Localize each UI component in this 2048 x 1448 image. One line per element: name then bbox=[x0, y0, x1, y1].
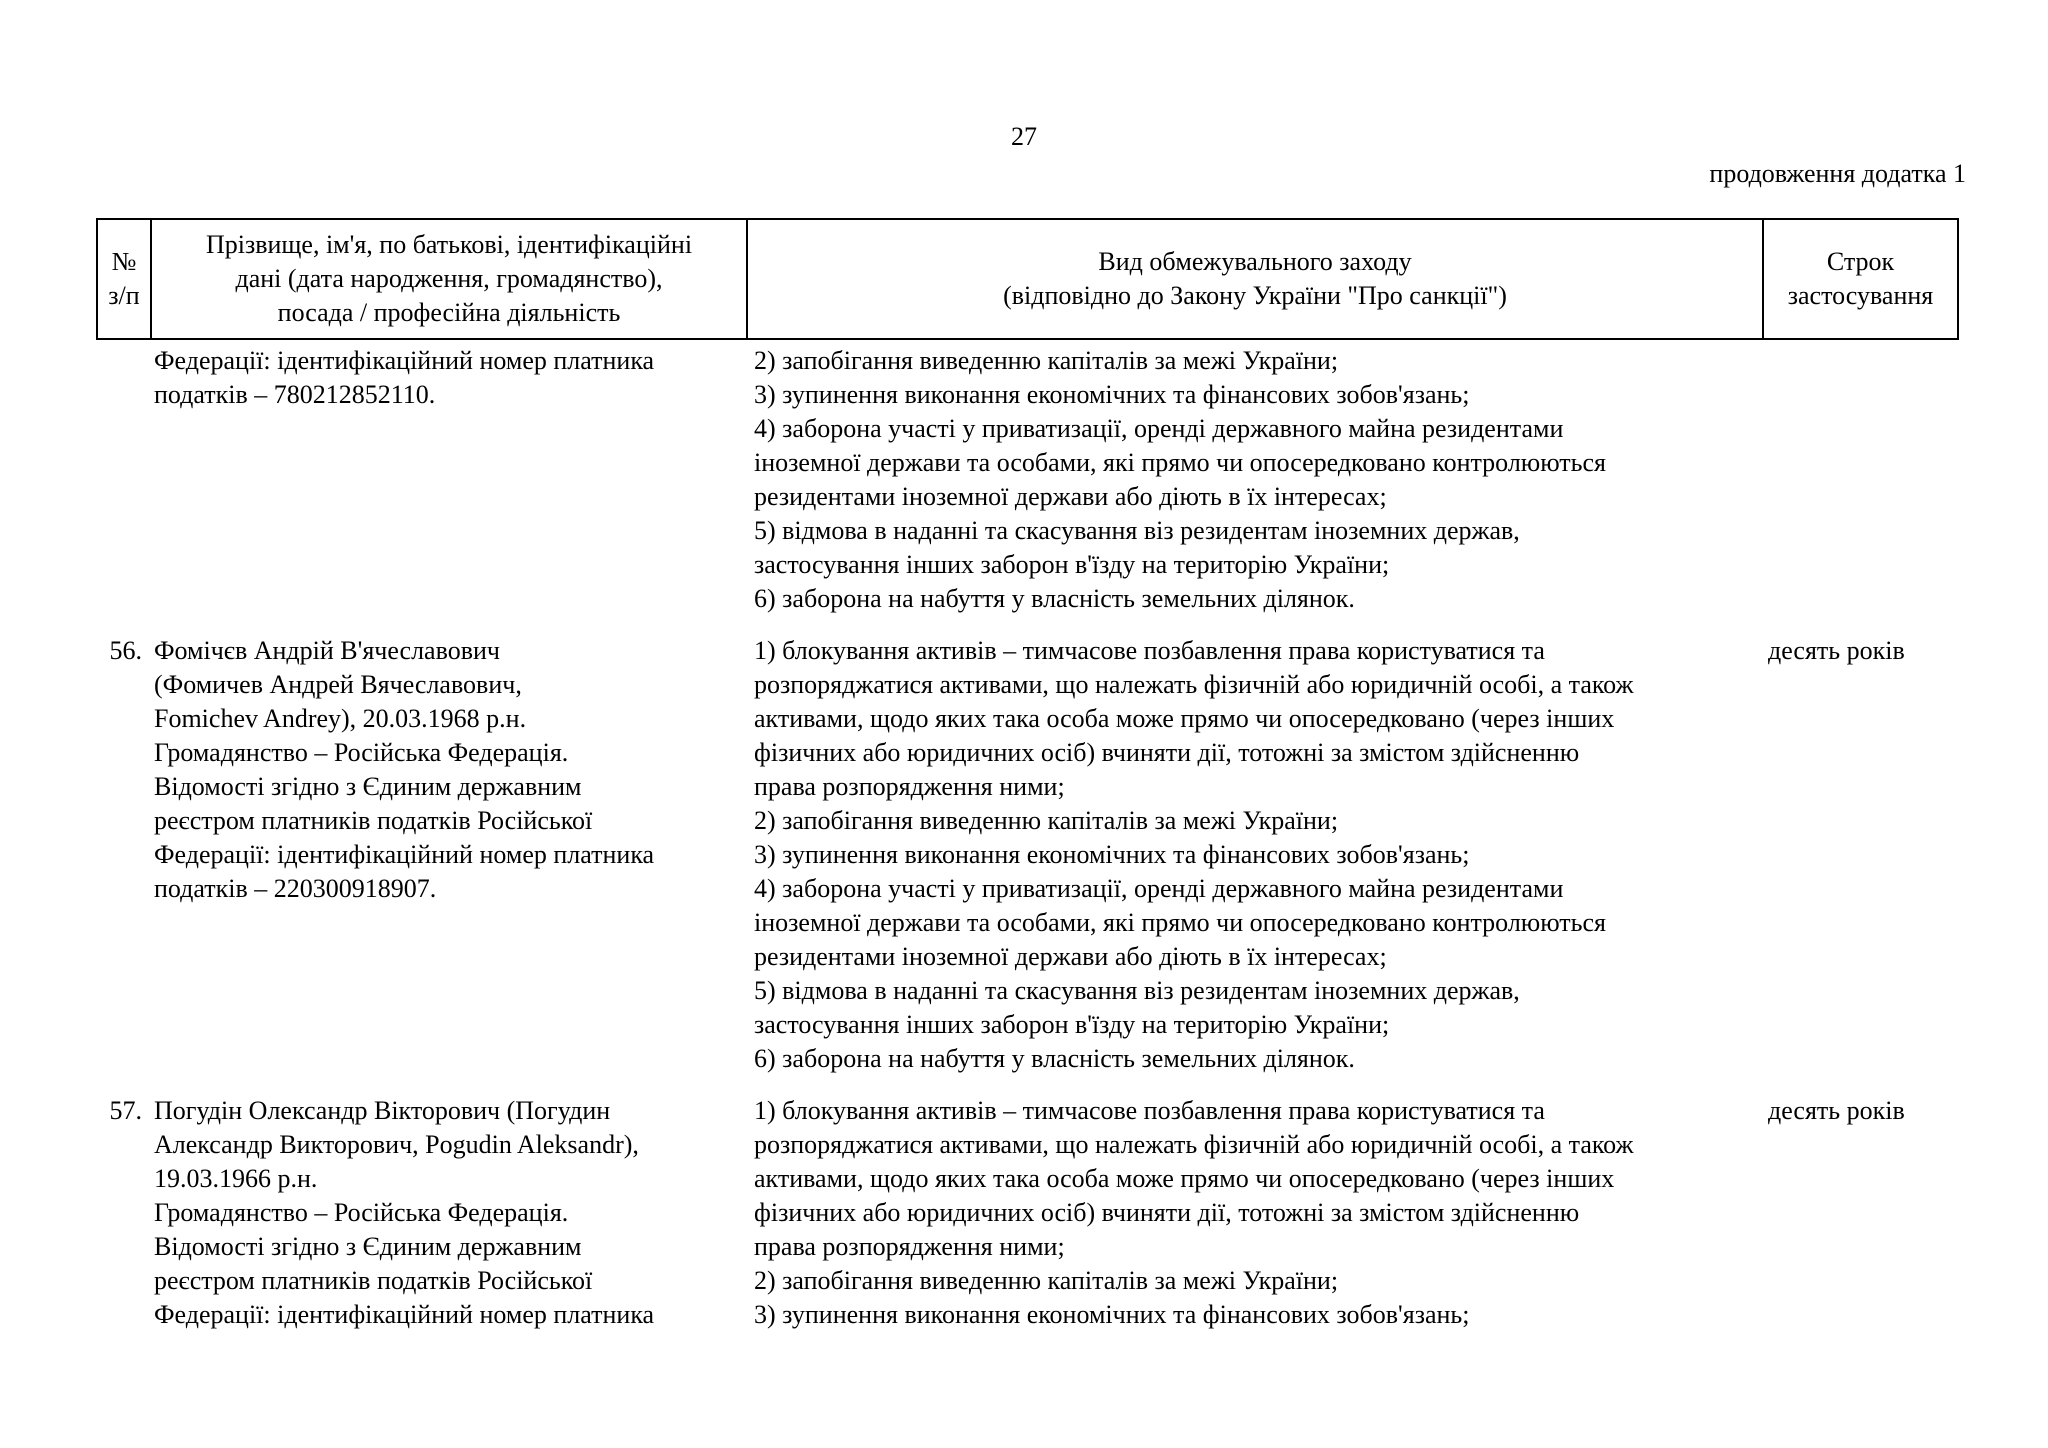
person-details-line: Федерації: ідентифікаційний номер платника bbox=[154, 840, 655, 869]
restrictive-measures-line: фізичних або юридичних осіб) вчиняти дії, тотожні за змістом здійсненню bbox=[754, 738, 1580, 767]
person-details-line: Федерації: ідентифікаційний номер платника bbox=[154, 346, 655, 375]
person-details-line: податків – 780212852110. bbox=[154, 380, 436, 409]
restrictive-measures-line: 6) заборона на набуття у власність земельних ділянок. bbox=[754, 584, 1355, 613]
person-details-line: Відомості згідно з Єдиним державним bbox=[154, 1232, 582, 1261]
person-details-line: Відомості згідно з Єдиним державним bbox=[154, 772, 582, 801]
person-details bbox=[154, 634, 720, 906]
restrictive-measures-line: 3) зупинення виконання економічних та фінансових зобов'язань; bbox=[754, 380, 1470, 409]
header-num-line: № bbox=[111, 247, 137, 276]
page-number: 27 bbox=[1011, 122, 1037, 151]
restrictive-measures-line: резидентами іноземної держави або діють в їх інтересах; bbox=[754, 942, 1387, 971]
person-details-line: реєстром платників податків Російської bbox=[154, 806, 593, 835]
continuation-label: продовження додатка 1 bbox=[1709, 159, 1966, 188]
restrictive-measures-line: розпоряджатися активами, що належать фізичній або юридичній особі, а також bbox=[754, 1130, 1634, 1159]
person-details bbox=[154, 344, 720, 412]
restrictive-measures-line: права розпорядження ними; bbox=[754, 772, 1065, 801]
restrictive-measures bbox=[754, 634, 1754, 1076]
restrictive-measures-line: фізичних або юридичних осіб) вчиняти дії, тотожні за змістом здійсненню bbox=[754, 1198, 1580, 1227]
restrictive-measures-line: 2) запобігання виведенню капіталів за межі України; bbox=[754, 1266, 1339, 1295]
restrictive-measures bbox=[754, 344, 1754, 616]
person-details-line: Громадянство – Російська Федерація. bbox=[154, 1198, 569, 1227]
application-term: десять років bbox=[1768, 1096, 1905, 1125]
person-details bbox=[154, 1094, 720, 1332]
restrictive-measures-line: 4) заборона участі у приватизації, оренді державного майна резидентами bbox=[754, 414, 1564, 443]
restrictive-measures-line: 3) зупинення виконання економічних та фінансових зобов'язань; bbox=[754, 840, 1470, 869]
restrictive-measures-line: активами, щодо яких така особа може прямо чи опосередковано (через інших bbox=[754, 704, 1615, 733]
row-number: 56. bbox=[109, 636, 142, 665]
person-details-line: Громадянство – Російська Федерація. bbox=[154, 738, 569, 767]
header-measure bbox=[747, 219, 1763, 339]
header-term-line: Строк bbox=[1826, 247, 1895, 276]
restrictive-measures-line: 2) запобігання виведенню капіталів за межі України; bbox=[754, 806, 1339, 835]
person-details-line: реєстром платників податків Російської bbox=[154, 1266, 593, 1295]
table-row bbox=[96, 634, 1957, 1076]
restrictive-measures-line: розпоряджатися активами, що належать фізичній або юридичній особі, а також bbox=[754, 670, 1634, 699]
person-details-line: Александр Викторович, Pogudin Aleksandr), bbox=[154, 1130, 639, 1159]
header-measure-line: Вид обмежувального заходу bbox=[1098, 247, 1412, 276]
person-details-line: 19.03.1966 р.н. bbox=[154, 1164, 318, 1193]
restrictive-measures-line: застосування інших заборон в'їзду на територію України; bbox=[754, 550, 1390, 579]
sanctions-table bbox=[96, 218, 1957, 1350]
header-term bbox=[1763, 219, 1958, 339]
header-measure-line: (відповідно до Закону України "Про санкції") bbox=[1003, 281, 1507, 310]
person-details-line: (Фомичев Андрей Вячеславович, bbox=[154, 670, 522, 699]
header-name-line: посада / професійна діяльність bbox=[277, 298, 621, 327]
restrictive-measures-line: 3) зупинення виконання економічних та фінансових зобов'язань; bbox=[754, 1300, 1470, 1329]
restrictive-measures-line: застосування інших заборон в'їзду на територію України; bbox=[754, 1010, 1390, 1039]
restrictive-measures-line: резидентами іноземної держави або діють в їх інтересах; bbox=[754, 482, 1387, 511]
restrictive-measures-line: 2) запобігання виведенню капіталів за межі України; bbox=[754, 346, 1339, 375]
application-term: десять років bbox=[1768, 636, 1905, 665]
restrictive-measures-line: 6) заборона на набуття у власність земельних ділянок. bbox=[754, 1044, 1355, 1073]
restrictive-measures-line: іноземної держави та особами, які прямо чи опосередковано контролюються bbox=[754, 908, 1607, 937]
table-header bbox=[96, 218, 1959, 340]
person-details-line: Погудін Олександр Вікторович (Погудин bbox=[154, 1096, 611, 1125]
row-number: 57. bbox=[109, 1096, 142, 1125]
restrictive-measures-line: 5) відмова в наданні та скасування віз резидентам іноземних держав, bbox=[754, 516, 1520, 545]
table-row bbox=[96, 344, 1957, 616]
restrictive-measures-line: 1) блокування активів – тимчасове позбавлення права користуватися та bbox=[754, 636, 1545, 665]
person-details-line: Фомічєв Андрій В'ячеславович bbox=[154, 636, 500, 665]
table-row bbox=[96, 1094, 1957, 1332]
restrictive-measures-line: 4) заборона участі у приватизації, оренді державного майна резидентами bbox=[754, 874, 1564, 903]
restrictive-measures-line: іноземної держави та особами, які прямо чи опосередковано контролюються bbox=[754, 448, 1607, 477]
restrictive-measures-line: права розпорядження ними; bbox=[754, 1232, 1065, 1261]
header-num bbox=[97, 219, 151, 339]
table-body bbox=[96, 340, 1957, 1350]
restrictive-measures-line: 5) відмова в наданні та скасування віз резидентам іноземних держав, bbox=[754, 976, 1520, 1005]
restrictive-measures bbox=[754, 1094, 1754, 1332]
header-num-line: з/п bbox=[108, 281, 140, 310]
restrictive-measures-line: 1) блокування активів – тимчасове позбавлення права користуватися та bbox=[754, 1096, 1545, 1125]
header-name bbox=[151, 219, 747, 339]
header-name-line: Прізвище, ім'я, по батькові, ідентифікаційні bbox=[205, 230, 693, 259]
header-name-line: дані (дата народження, громадянство), bbox=[235, 264, 663, 293]
header-term-line: застосування bbox=[1787, 281, 1934, 310]
person-details-line: Fomichev Andrey), 20.03.1968 р.н. bbox=[154, 704, 527, 733]
person-details-line: податків – 220300918907. bbox=[154, 874, 437, 903]
restrictive-measures-line: активами, щодо яких така особа може прямо чи опосередковано (через інших bbox=[754, 1164, 1615, 1193]
person-details-line: Федерації: ідентифікаційний номер платника bbox=[154, 1300, 655, 1329]
